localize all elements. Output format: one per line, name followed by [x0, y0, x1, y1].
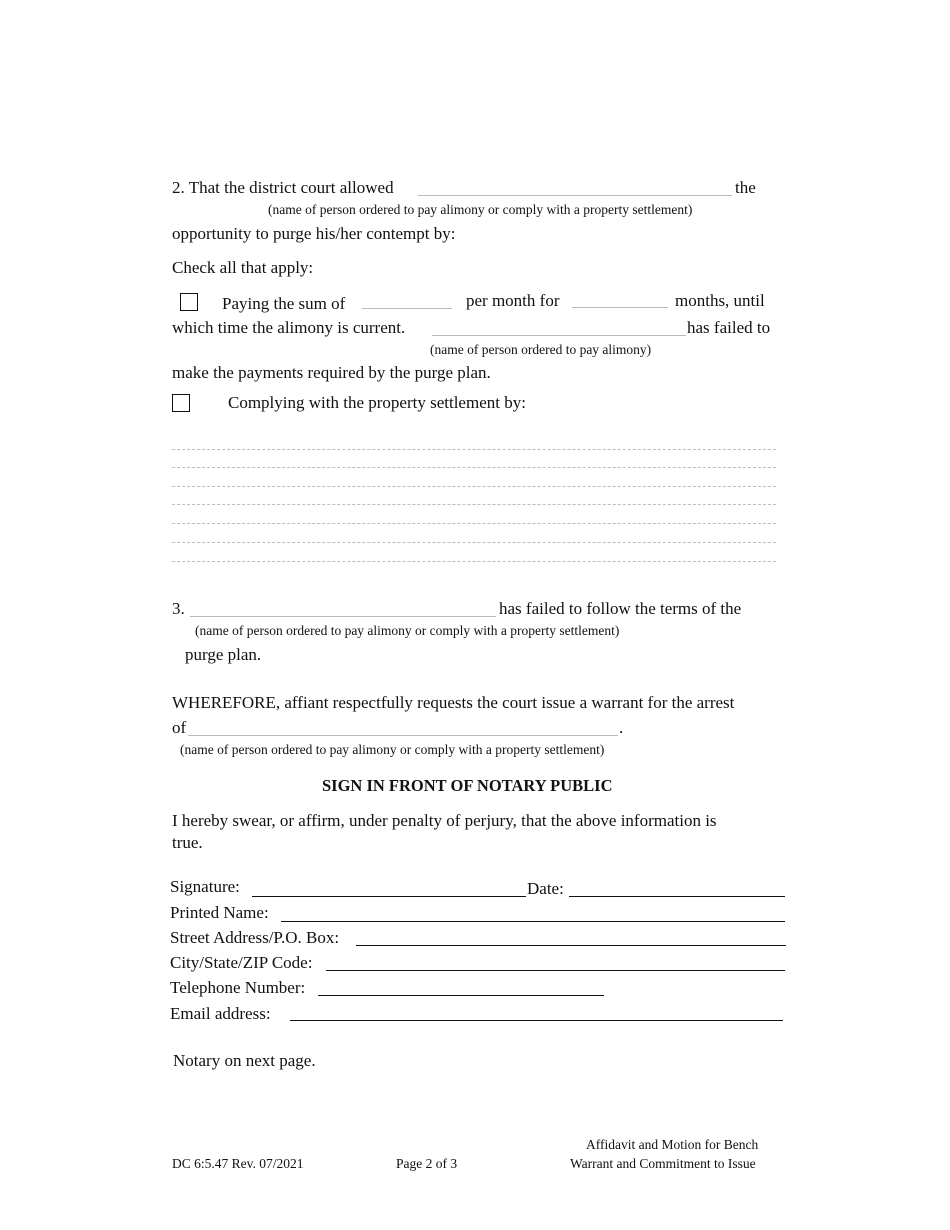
- footer-title-line1: Affidavit and Motion for Bench: [586, 1137, 759, 1152]
- option1-text-a: Paying the sum of: [222, 294, 346, 313]
- city-state-zip-field[interactable]: [326, 970, 785, 971]
- notary-heading: SIGN IN FRONT OF NOTARY PUBLIC: [322, 776, 613, 795]
- street-address-field[interactable]: [356, 945, 786, 946]
- section3-suffix: has failed to follow the terms of the: [499, 599, 742, 618]
- details-line: [172, 504, 776, 505]
- wherefore-period: .: [619, 718, 624, 737]
- oath-line1: I hereby swear, or affirm, under penalty of perjury, that the above information is: [172, 811, 717, 830]
- section3-caption: (name of person ordered to pay alimony or comply with a property settlement): [195, 623, 620, 638]
- printed-name-field[interactable]: [281, 921, 785, 922]
- option1-text-b: per month for: [466, 291, 560, 310]
- section2-caption: (name of person ordered to pay alimony or comply with a property settlement): [268, 202, 693, 217]
- telephone-field[interactable]: [318, 995, 604, 996]
- section2-line2: opportunity to purge his/her contempt by:: [172, 224, 456, 243]
- street-address-label: Street Address/P.O. Box:: [170, 928, 340, 947]
- details-line: [172, 542, 776, 543]
- oath-line2: true.: [172, 833, 203, 852]
- date-label: Date:: [527, 879, 564, 898]
- telephone-label: Telephone Number:: [170, 978, 306, 997]
- section2-line1-prefix: 2. That the district court allowed: [172, 178, 394, 197]
- details-line: [172, 467, 776, 468]
- wherefore-line1: WHEREFORE, affiant respectfully requests the court issue a warrant for the arrest: [172, 693, 735, 712]
- form-id: DC 6:5.47 Rev. 07/2021: [172, 1156, 304, 1171]
- property-settlement-checkbox[interactable]: [172, 394, 190, 412]
- months-count-field[interactable]: [572, 307, 668, 308]
- notary-next-note: Notary on next page.: [173, 1051, 316, 1070]
- alimony-payer-name-field[interactable]: [432, 335, 686, 336]
- wherefore-caption: (name of person ordered to pay alimony or comply with a property settlement): [180, 742, 605, 757]
- email-label: Email address:: [170, 1004, 271, 1023]
- signature-label: Signature:: [170, 877, 240, 896]
- footer-title-line2: Warrant and Commitment to Issue: [570, 1156, 756, 1171]
- city-state-zip-label: City/State/ZIP Code:: [170, 953, 313, 972]
- details-line: [172, 523, 776, 524]
- printed-name-label: Printed Name:: [170, 903, 269, 922]
- section3-prefix: 3.: [172, 599, 185, 618]
- details-line: [172, 561, 776, 562]
- page-number: Page 2 of 3: [396, 1156, 458, 1171]
- option1-text-e: has failed to: [687, 318, 771, 337]
- monthly-sum-field[interactable]: [362, 308, 452, 309]
- check-all-label: Check all that apply:: [172, 258, 314, 277]
- allowed-person-name-field[interactable]: [418, 195, 732, 196]
- paying-sum-checkbox[interactable]: [180, 293, 198, 311]
- email-field[interactable]: [290, 1020, 783, 1021]
- signature-field[interactable]: [252, 896, 526, 897]
- failed-person-name-field[interactable]: [190, 616, 496, 617]
- option1-text-d: which time the alimony is current.: [172, 318, 406, 337]
- option1-text-c: months, until: [675, 291, 765, 310]
- section2-line1-suffix: the: [735, 178, 756, 197]
- details-line: [172, 449, 776, 450]
- option2-text: Complying with the property settlement by:: [228, 393, 526, 412]
- date-field[interactable]: [569, 896, 785, 897]
- arrest-person-name-field[interactable]: [188, 735, 618, 736]
- option1-text-f: make the payments required by the purge plan.: [172, 363, 491, 382]
- option1-caption: (name of person ordered to pay alimony): [430, 342, 652, 357]
- details-line: [172, 486, 776, 487]
- section3-line2: purge plan.: [185, 645, 262, 664]
- wherefore-of: of: [172, 718, 187, 737]
